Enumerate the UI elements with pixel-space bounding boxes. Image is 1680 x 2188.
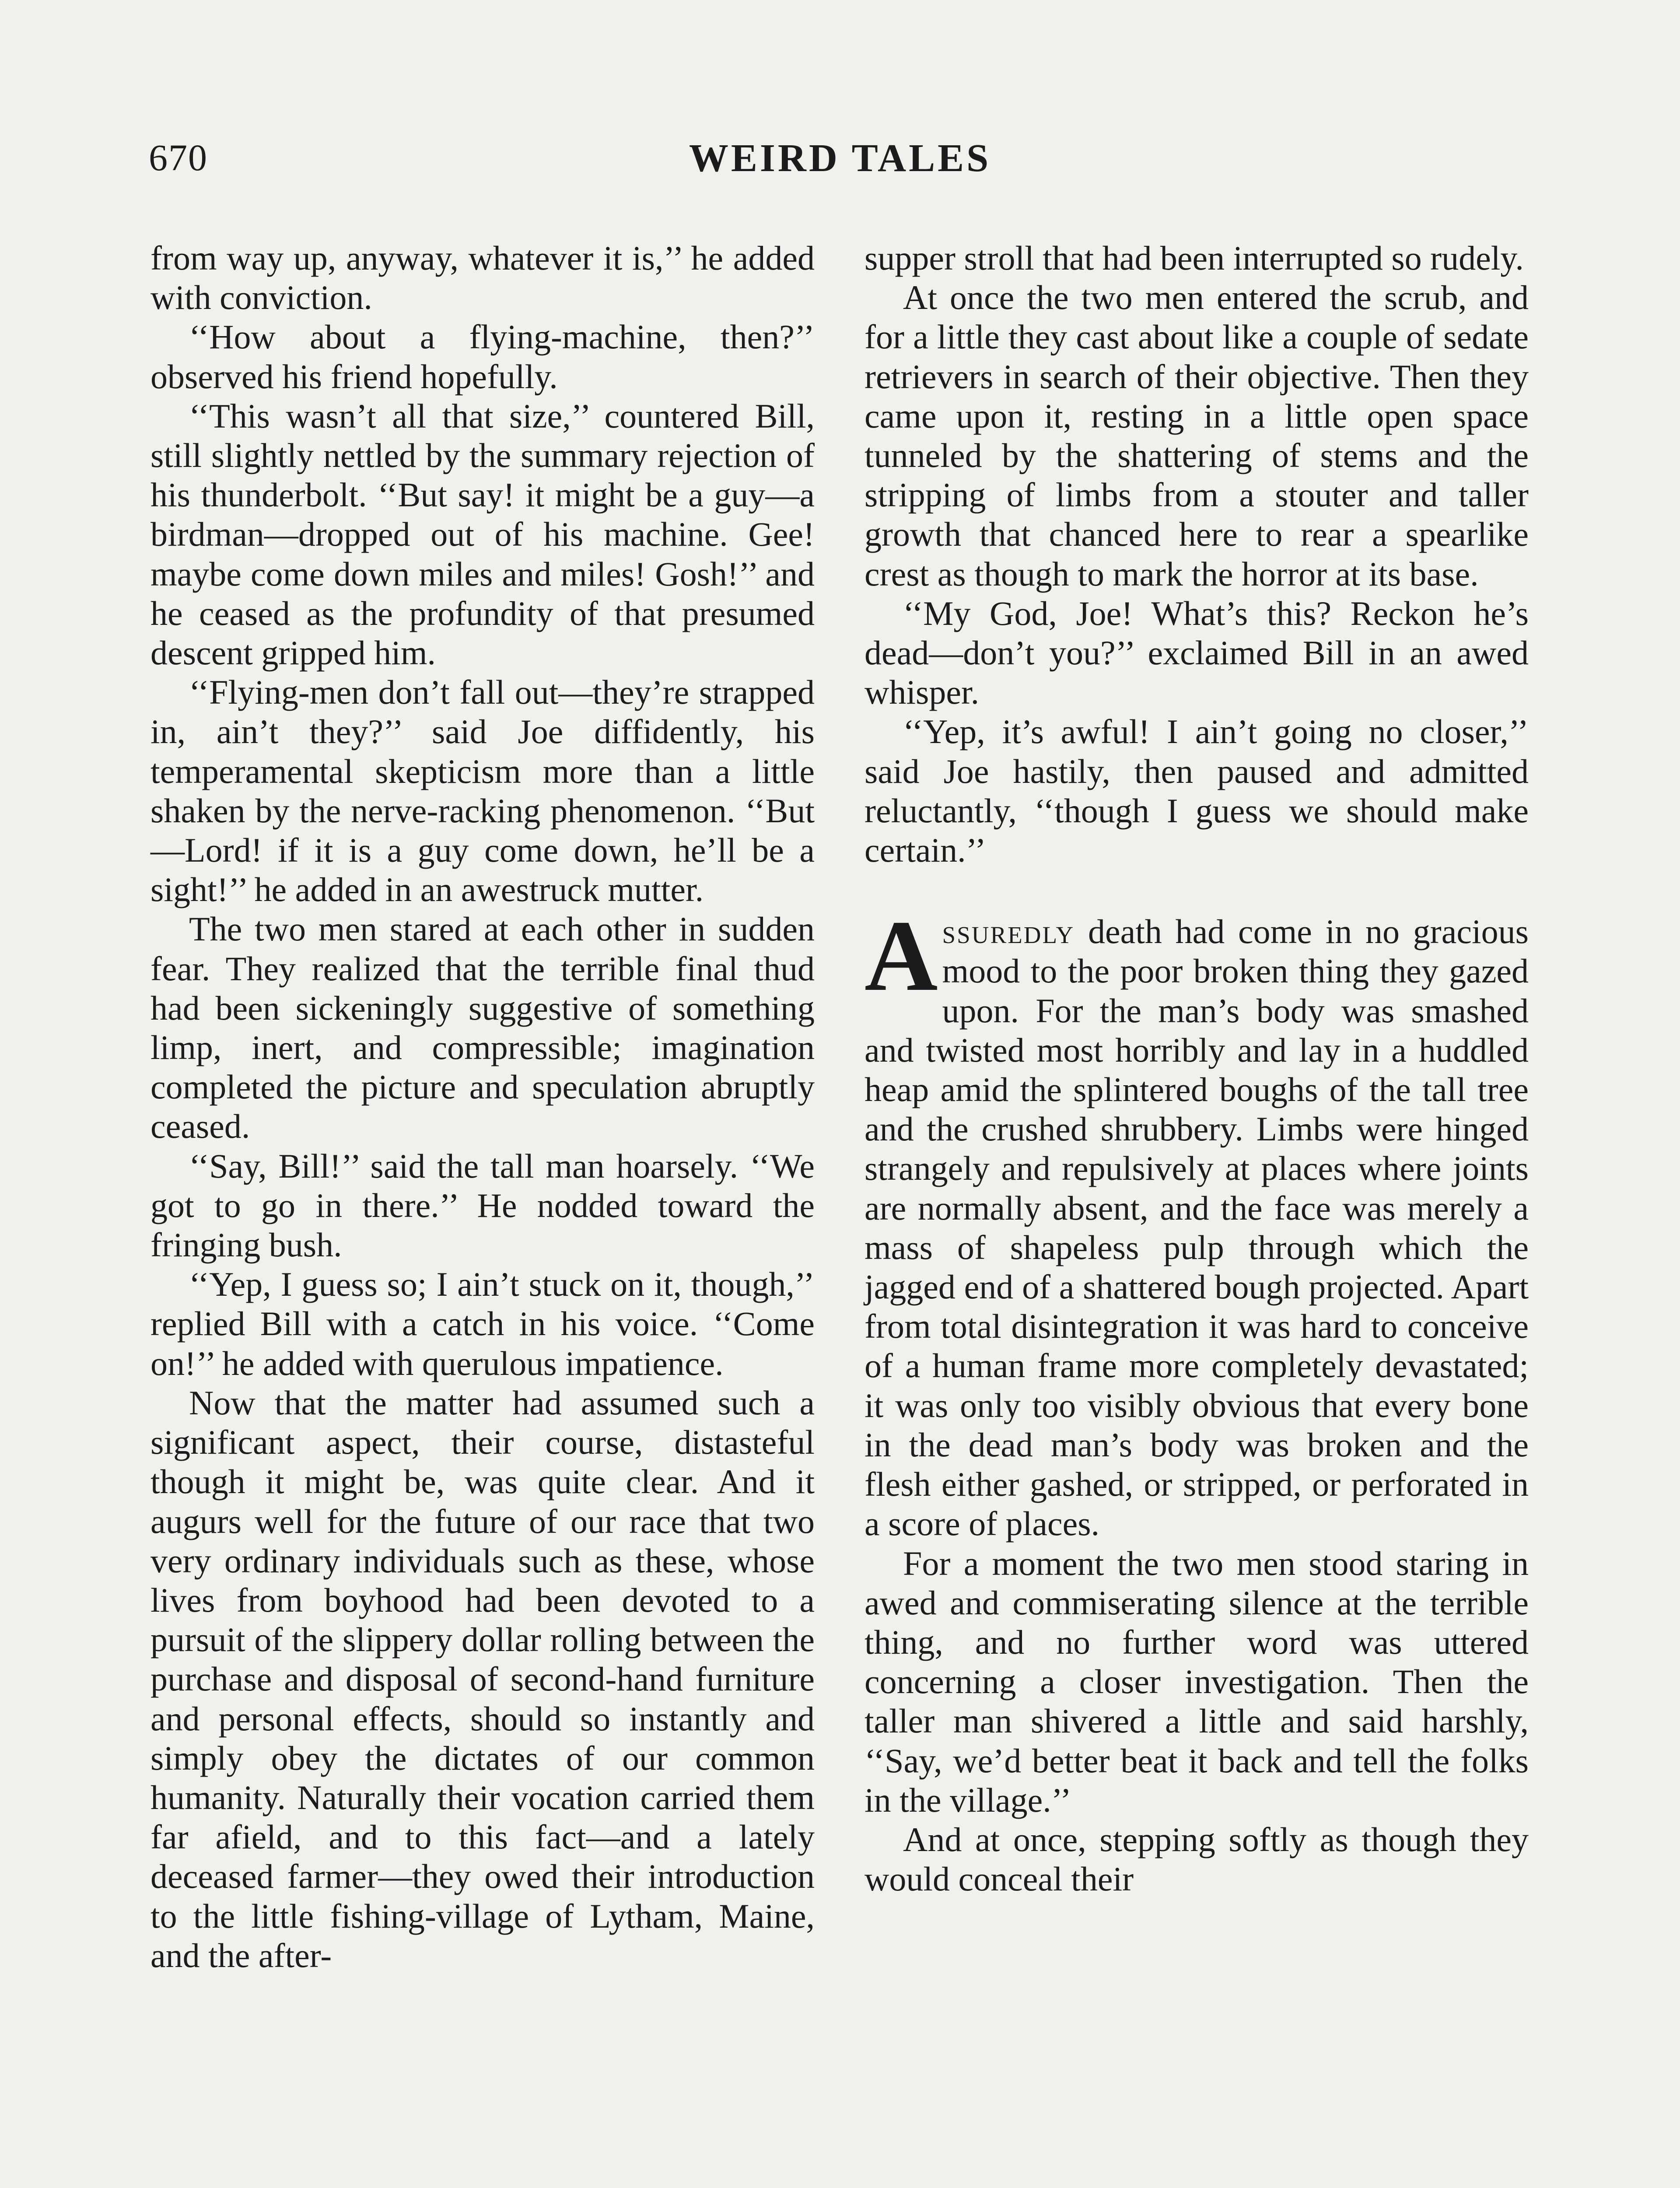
paragraph: ‘‘My God, Joe! What’s this? Reckon he’s dead—don’t you?’’ exclaimed Bill in an awed whisper. bbox=[864, 594, 1529, 712]
running-title: WEIRD TALES bbox=[689, 137, 991, 180]
paragraph: ‘‘Yep, I guess so; I ain’t stuck on it, though,’’ replied Bill with a catch in his voice. ‘‘Come on!’’ he added with querulous impatience. bbox=[150, 1265, 815, 1382]
drop-cap: A bbox=[864, 900, 938, 1013]
right-column bbox=[864, 238, 1529, 2188]
paragraph: Now that the matter had assumed such a significant aspect, their course, distasteful though it might be, was quite clear. And it augurs well for the future of our race that two very ordinary individuals such as these, whose lives from boyhood had been devoted to a pursuit of the slippery dollar rolling between the purchase and disposal of second-hand furniture and personal effects, should so instantly and simply obey the dictates of our common humanity. Naturally their vocation carried them far afield, and to this fact—and a lately deceased farmer—they owed their introduction to the little fishing-village of Lytham, Maine, and the after- bbox=[150, 1383, 815, 1974]
paragraph: ‘‘Yep, it’s awful! I ain’t going no closer,’’ said Joe hastily, then paused and admitted reluctantly, ‘‘though I guess we should make certain.’’ bbox=[864, 712, 1529, 870]
section-opening-paragraph bbox=[864, 900, 1529, 1543]
paragraph: At once the two men entered the scrub, and for a little they cast about like a couple of sedate retrievers in search of their objective. Then they came upon it, resting in a little open space tunneled by the shattering of stems and the stripping of limbs from a stouter and taller growth that chanced here to rear a spearlike crest as though to mark the horror at its base. bbox=[864, 278, 1529, 593]
paragraph: ‘‘Flying-men don’t fall out—they’re strapped in, ain’t they?’’ said Joe diffidently, his temperamental skepticism more than a little shaken by the nerve-racking phenomenon. ‘‘But—Lord! if it is a guy come down, he’ll be a sight!’’ he added in an awestruck mutter. bbox=[150, 673, 815, 909]
page-header bbox=[149, 136, 1531, 193]
paragraph: supper stroll that had been interrupted so rudely. bbox=[864, 239, 1524, 277]
paragraph: And at once, stepping softly as though they would conceal their bbox=[864, 1820, 1529, 1898]
paragraph: ‘‘Say, Bill!’’ said the tall man hoarsely. ‘‘We got to go in there.’’ He nodded toward the fringing bush. bbox=[150, 1147, 815, 1264]
paragraph: from way up, anyway, whatever it is,’’ he added with conviction. bbox=[150, 239, 815, 317]
paragraph: ‘‘This wasn’t all that size,’’ countered Bill, still slightly nettled by the summary rejection of his thunderbolt. ‘‘But say! it might be a guy—a birdman—dropped out of his machine. Gee! maybe come down miles and miles! Gosh!’’ and he ceased as the profundity of that presumed descent gripped him. bbox=[150, 396, 815, 672]
section-break bbox=[864, 870, 1529, 912]
small-caps-lead: ssuredly bbox=[942, 912, 1075, 951]
paragraph: The two men stared at each other in sudden fear. They realized that the terrible final thud had been sickeningly suggestive of something limp, inert, and compressible; imagination completed the picture and speculation abruptly ceased. bbox=[150, 910, 815, 1146]
left-column bbox=[150, 238, 815, 2188]
paragraph: ‘‘How about a flying-machine, then?’’ observed his friend hopefully. bbox=[150, 318, 815, 396]
page-number: 670 bbox=[149, 137, 208, 179]
paragraph-text: death had come in no gracious mood to the poor broken thing they gazed upon. For the man’s body was smashed and twisted most horribly and lay in a huddled heap amid the splintered boughs of the tall tree and the crushed shrubbery. Limbs were hinged strangely and repulsively at places where joints are normally absent, and the face was merely a mass of shapeless pulp through which the jagged end of a shattered bough projected. Apart from total disintegration it was hard to conceive of a human frame more completely devastated; it was only too visibly obvious that every bone in the dead man’s body was broken and the flesh either gashed, or stripped, or perforated in a score of places. bbox=[864, 912, 1529, 1543]
paragraph: For a moment the two men stood staring in awed and commiserating silence at the terrible thing, and no further word was uttered concerning a closer investigation. Then the taller man shivered a little and said harshly, ‘‘Say, we’d better beat it back and tell the folks in the village.’’ bbox=[864, 1544, 1529, 1819]
